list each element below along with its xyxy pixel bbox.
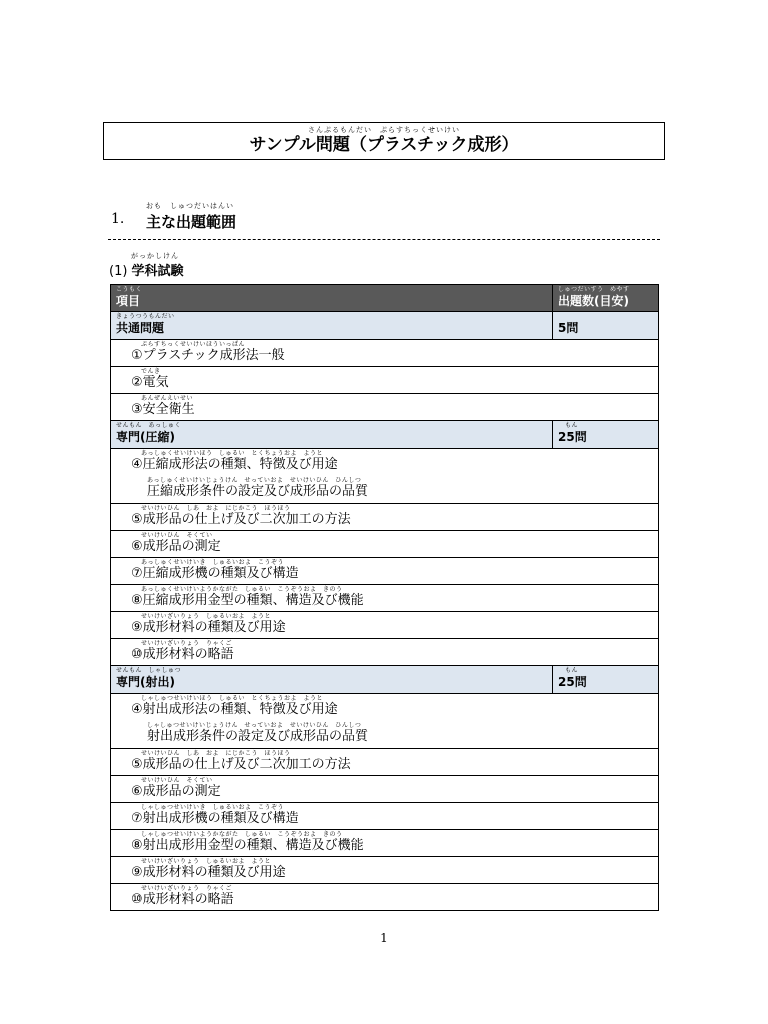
page-title: サンプル問題（プラスチック成形） (249, 135, 519, 155)
item-cell (111, 340, 659, 367)
subsection-label: 学科試験 (131, 264, 184, 279)
item-label: ⑤成形品の仕上げ及び二次加工の方法 (131, 512, 351, 527)
count-cell (553, 421, 659, 449)
item-label: ⑥成形品の測定 (131, 539, 221, 554)
table-row (111, 585, 659, 612)
item-ruby: せいけいひん しあ およ にじかこう ほうほう (141, 505, 291, 512)
table-header-row (111, 285, 659, 312)
item-ruby: せいけいひん そくてい (141, 532, 213, 539)
count-label: 25問 (558, 675, 587, 689)
header-count-label: 出題数(目安) (558, 294, 629, 308)
item-ruby: ぷらすちっくせいけいほういっぱん (141, 341, 246, 348)
item-label: ④射出成形法の種類、特徴及び用途 (131, 702, 338, 717)
item-cell (111, 531, 659, 558)
section-number: 1. (111, 211, 125, 227)
category-row (111, 666, 659, 694)
item-cell (111, 749, 659, 776)
table-row (111, 803, 659, 830)
header-count-ruby: しゅつだいすう めやす (558, 286, 630, 293)
item-label-2: 圧縮成形条件の設定及び成形品の品質 (147, 484, 369, 499)
item-ruby: あっしゅくせいけいき しゅるいおよ こうぞう (141, 559, 284, 566)
category-ruby: せんもん しゃしゅつ (116, 667, 182, 674)
item-cell (111, 830, 659, 857)
item-label: ⑨成形材料の種類及び用途 (131, 620, 286, 635)
item-cell (111, 585, 659, 612)
item-ruby: でんき (141, 368, 161, 375)
item-ruby: あんぜんえいせい (141, 395, 194, 402)
item-cell (111, 694, 659, 749)
item-label: ⑩成形材料の略語 (131, 647, 234, 662)
item-label: ①プラスチック成形法一般 (131, 348, 285, 363)
count-cell (553, 312, 659, 340)
table-row (111, 694, 659, 749)
table-row (111, 367, 659, 394)
item-cell (111, 612, 659, 639)
item-ruby: あっしゅくせいけいようかながた しゅるい こうぞうおよ きのう (141, 586, 343, 593)
item-ruby: せいけいざいりょう りゃくご (141, 885, 233, 892)
section-ruby: おも しゅつだいはんい (146, 202, 234, 210)
item-ruby: せいけいざいりょう しゅるいおよ ようと (141, 613, 272, 620)
table-row (111, 449, 659, 504)
item-cell (111, 449, 659, 504)
count-cell (553, 666, 659, 694)
table-row (111, 639, 659, 666)
count-ruby: もん (565, 422, 579, 429)
item-cell (111, 639, 659, 666)
item-label: ⑦射出成形機の種類及び構造 (131, 811, 299, 826)
item-ruby: しゃしゅつせいけいほう しゅるい とくちょうおよ ようと (141, 695, 324, 702)
item-label: ⑧射出成形用金型の種類、構造及び機能 (131, 838, 364, 853)
item-label: ⑧圧縮成形用金型の種類、構造及び機能 (131, 593, 364, 608)
title-box (103, 122, 665, 160)
item-cell (111, 504, 659, 531)
item-label: ⑥成形品の測定 (131, 784, 221, 799)
header-item-label: 項目 (116, 294, 141, 308)
item-label: ⑨成形材料の種類及び用途 (131, 865, 286, 880)
title-ruby: さんぷるもんだい ぷらすちっくせいけい (308, 126, 460, 134)
item-label: ⑤成形品の仕上げ及び二次加工の方法 (131, 757, 351, 772)
item-label: ④圧縮成形法の種類、特徴及び用途 (131, 457, 338, 472)
category-row (111, 421, 659, 449)
section-title: 主な出題範囲 (146, 213, 237, 231)
item-cell (111, 803, 659, 830)
item-ruby: せいけいひん そくてい (141, 777, 213, 784)
category-cell (111, 421, 553, 449)
category-label: 専門(射出) (116, 675, 175, 689)
item-label-2: 射出成形条件の設定及び成形品の品質 (147, 729, 369, 744)
category-row (111, 312, 659, 340)
exam-scope-table (110, 284, 659, 911)
item-cell (111, 857, 659, 884)
item-ruby: せいけいひん しあ およ にじかこう ほうほう (141, 750, 291, 757)
table-row (111, 612, 659, 639)
item-ruby: しゃしゅつせいけいき しゅるいおよ こうぞう (141, 804, 285, 811)
table-row (111, 340, 659, 367)
table-row (111, 394, 659, 421)
category-ruby: きょうつうもんだい (116, 313, 175, 320)
item-ruby: せいけいざいりょう りゃくご (141, 640, 233, 647)
category-label: 共通問題 (116, 321, 165, 335)
table-row (111, 857, 659, 884)
item-ruby: あっしゅくせいけいほう しゅるい とくちょうおよ ようと (141, 450, 323, 457)
category-cell (111, 666, 553, 694)
item-ruby-2: あっしゅくせいけいじょうけん せっていおよ せいけいひん ひんしつ (147, 477, 362, 484)
subsection-ruby: がっかしけん (131, 252, 179, 260)
header-count-cell (553, 285, 659, 312)
header-item-cell (111, 285, 553, 312)
count-label: 25問 (558, 430, 587, 444)
item-ruby-2: しゃしゅつせいけいじょうけん せっていおよ せいけいひん ひんしつ (147, 722, 362, 729)
table-row (111, 749, 659, 776)
header-item-ruby: こうもく (116, 286, 143, 293)
category-cell (111, 312, 553, 340)
item-cell (111, 558, 659, 585)
table-row (111, 504, 659, 531)
table-row (111, 884, 659, 911)
count-ruby: もん (565, 667, 579, 674)
dashed-divider (108, 239, 660, 240)
category-ruby: せんもん あっしゅく (116, 422, 181, 429)
item-label: ⑩成形材料の略語 (131, 892, 234, 907)
category-label: 専門(圧縮) (116, 430, 175, 444)
item-cell (111, 884, 659, 911)
item-label: ③安全衛生 (131, 402, 195, 417)
page-number: 1 (380, 931, 388, 945)
item-label: ⑦圧縮成形機の種類及び構造 (131, 566, 299, 581)
item-ruby: しゃしゅつせいけいようかながた しゅるい こうぞうおよ きのう (141, 831, 343, 838)
subsection-prefix: (1) (109, 264, 132, 279)
table-row (111, 830, 659, 857)
item-cell (111, 367, 659, 394)
item-cell (111, 776, 659, 803)
table-row (111, 558, 659, 585)
count-label: 5問 (558, 321, 579, 335)
item-label: ②電気 (131, 375, 169, 390)
subsection-title (109, 260, 184, 279)
item-ruby: せいけいざいりょう しゅるいおよ ようと (141, 858, 272, 865)
table-row (111, 531, 659, 558)
item-cell (111, 394, 659, 421)
table-row (111, 776, 659, 803)
